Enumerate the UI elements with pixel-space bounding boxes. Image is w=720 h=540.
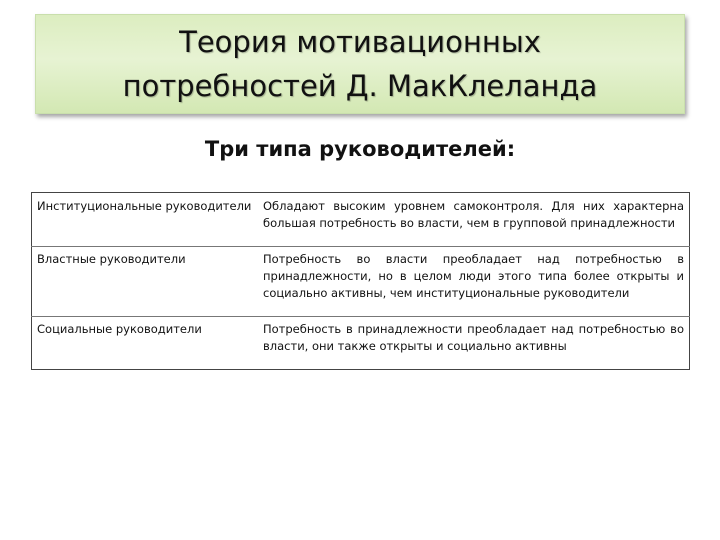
type-name-cell: Социальные руководители bbox=[32, 317, 259, 370]
title-banner bbox=[35, 14, 685, 114]
table-row bbox=[32, 317, 690, 370]
type-description-cell: Обладают высоким уровнем самоконтроля. Для них характерна большая потребность во власти, чем в групповой принадлежности bbox=[263, 199, 684, 230]
type-name-cell: Властные руководители bbox=[32, 247, 259, 317]
leader-types-table bbox=[31, 192, 690, 370]
subtitle: Три типа руководителей: bbox=[204, 137, 516, 161]
type-description-cell: Потребность во власти преобладает над потребностью в принадлежности, но в целом люди этого типа более открыты и социально активны, чем институциональные руководители bbox=[258, 247, 690, 317]
table-row bbox=[32, 193, 690, 247]
title-line-1: Теория мотивационных bbox=[179, 25, 541, 59]
type-description-cell: Потребность в принадлежности преобладает над потребностью во власти, они также открыты и социально активны bbox=[258, 317, 690, 370]
type-name-cell: Институциональные руководители bbox=[37, 199, 252, 213]
title-line-2: потребностей Д. МакКлеланда bbox=[122, 69, 598, 103]
table-row bbox=[32, 247, 690, 317]
